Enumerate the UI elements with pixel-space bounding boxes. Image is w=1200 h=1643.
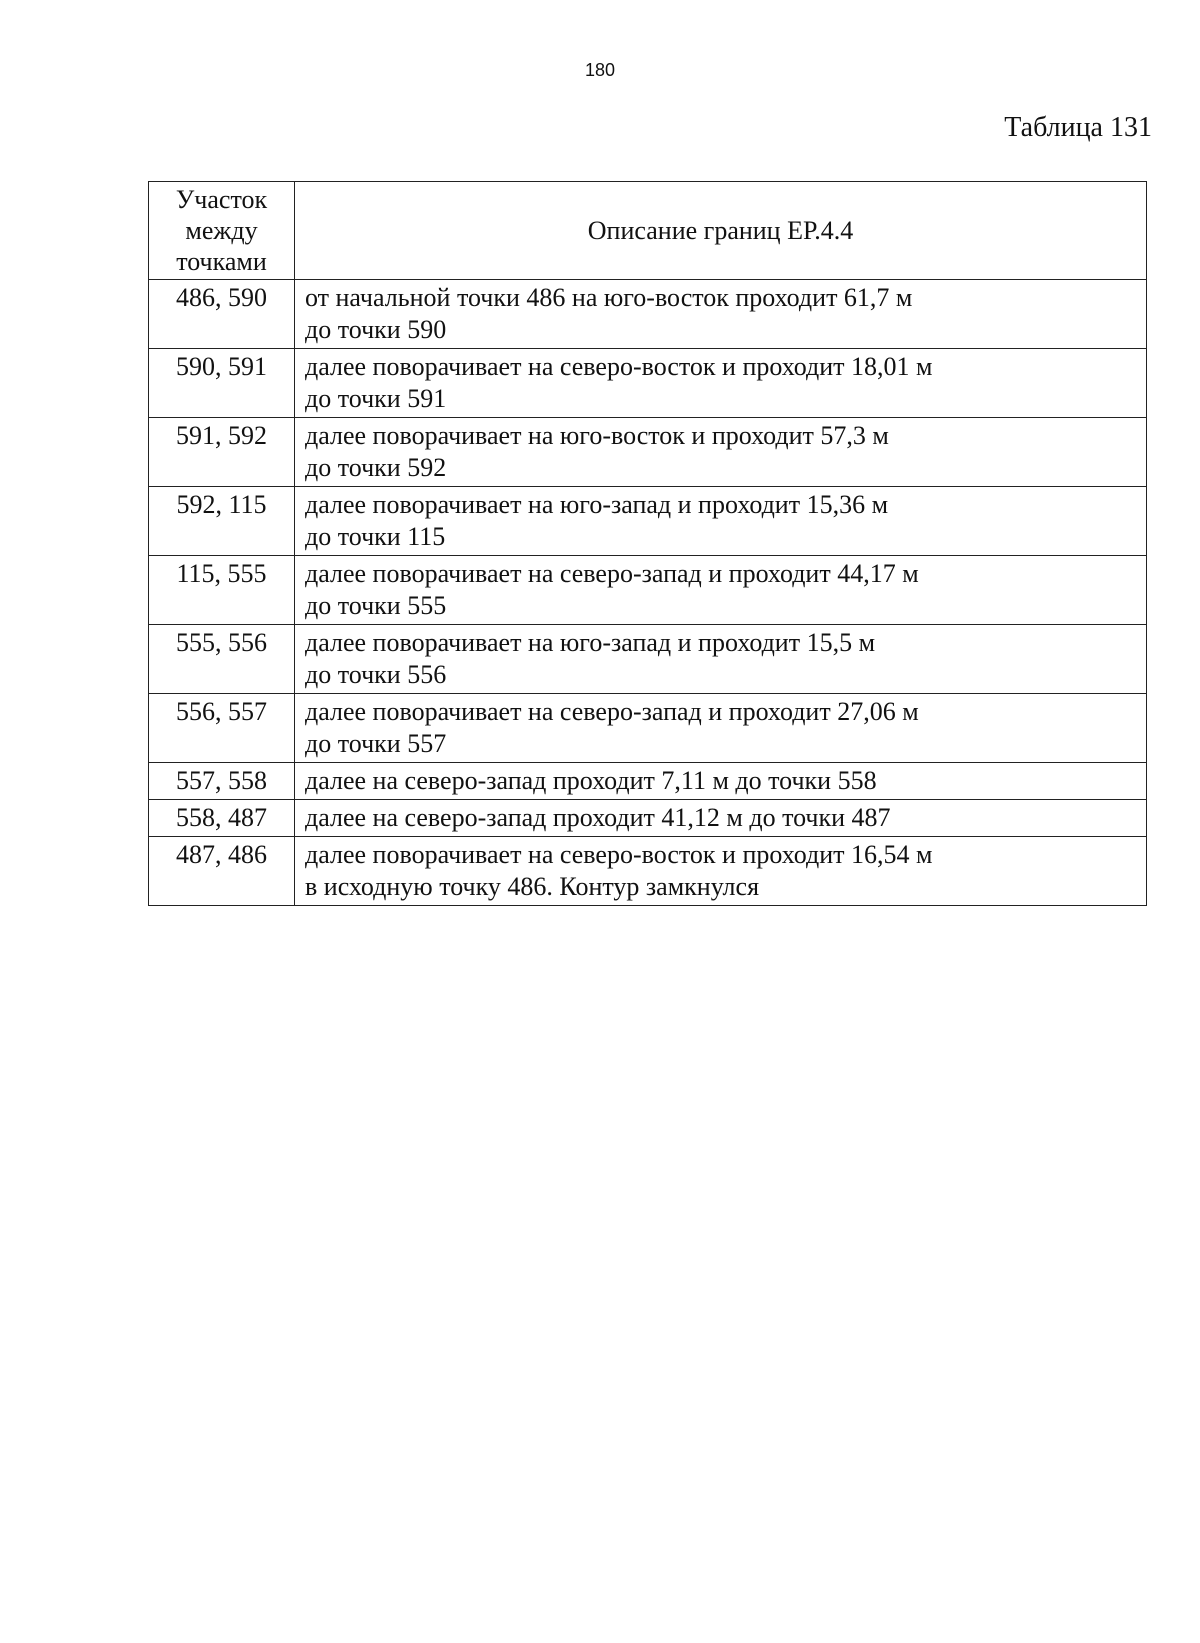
description-cell: далее поворачивает на северо-запад и проходит 27,06 м до точки 557 <box>295 694 1147 763</box>
header-description-label: Описание границ ЕР.4.4 <box>587 215 854 245</box>
description-cell: далее поворачивает на северо-запад и проходит 44,17 м до точки 555 <box>295 556 1147 625</box>
description-cell: далее поворачивает на юго-запад и проходит 15,5 м до точки 556 <box>295 625 1147 694</box>
table-row <box>149 418 1147 487</box>
table-row <box>149 837 1147 906</box>
header-segment-label: Участок между точками <box>175 185 268 276</box>
description-cell: далее поворачивает на юго-запад и проходит 15,36 м до точки 115 <box>295 487 1147 556</box>
description-cell: далее поворачивает на северо-восток и проходит 18,01 м до точки 591 <box>295 349 1147 418</box>
segment-cell: 556, 557 <box>149 694 295 763</box>
header-description <box>295 182 1147 280</box>
table-row <box>149 800 1147 837</box>
segment-cell: 555, 556 <box>149 625 295 694</box>
segment-cell: 487, 486 <box>149 837 295 906</box>
segment-cell: 558, 487 <box>149 800 295 837</box>
segment-cell: 557, 558 <box>149 763 295 800</box>
segment-cell: 591, 592 <box>149 418 295 487</box>
page-number: 180 <box>584 60 616 80</box>
header-segment <box>149 182 295 280</box>
segment-cell: 590, 591 <box>149 349 295 418</box>
table-row <box>149 487 1147 556</box>
table-row <box>149 694 1147 763</box>
table-row <box>149 625 1147 694</box>
table-caption: Таблица 131 <box>1004 112 1152 143</box>
description-cell: далее на северо-запад проходит 7,11 м до точки 558 <box>295 763 1147 800</box>
segment-cell: 115, 555 <box>149 556 295 625</box>
table-header-row <box>149 182 1147 280</box>
segment-cell: 486, 590 <box>149 280 295 349</box>
table-row <box>149 280 1147 349</box>
description-cell: от начальной точки 486 на юго-восток проходит 61,7 м до точки 590 <box>295 280 1147 349</box>
description-cell: далее поворачивает на юго-восток и проходит 57,3 м до точки 592 <box>295 418 1147 487</box>
segment-cell: 592, 115 <box>149 487 295 556</box>
description-cell: далее на северо-запад проходит 41,12 м до точки 487 <box>295 800 1147 837</box>
description-cell: далее поворачивает на северо-восток и проходит 16,54 м в исходную точку 486. Контур замкнулся <box>295 837 1147 906</box>
table-row <box>149 763 1147 800</box>
table-row <box>149 349 1147 418</box>
table-row <box>149 556 1147 625</box>
boundary-table <box>148 181 1147 906</box>
